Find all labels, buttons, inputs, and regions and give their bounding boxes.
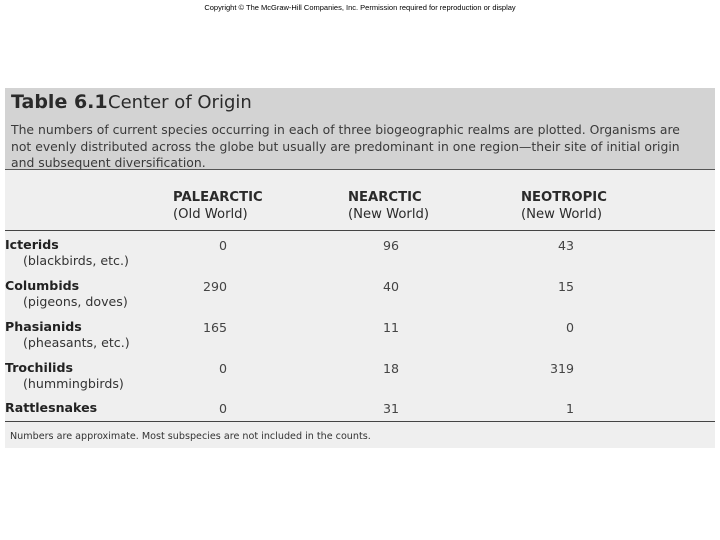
row-name: Phasianids xyxy=(5,319,82,334)
cell-neotropic: 15 xyxy=(557,279,574,294)
cell-nearctic: 40 xyxy=(382,279,399,294)
column-title: PALEARCTIC xyxy=(173,190,263,205)
row-subtitle: (pheasants, etc.) xyxy=(23,335,130,350)
row-subtitle: (blackbirds, etc.) xyxy=(23,253,129,268)
table-number: Table 6.1 xyxy=(11,91,108,113)
cell-palearctic: 0 xyxy=(218,401,227,416)
cell-nearctic: 18 xyxy=(382,361,399,376)
table-footnote: Numbers are approximate. Most subspecies are not included in the counts. xyxy=(10,431,371,442)
table-header xyxy=(5,88,715,170)
cell-neotropic: 319 xyxy=(549,361,574,376)
row-subtitle: (pigeons, doves) xyxy=(23,294,128,309)
cell-nearctic: 96 xyxy=(382,238,399,253)
column-title: NEOTROPIC xyxy=(521,190,607,205)
row-name: Columbids xyxy=(5,278,80,293)
column-header-palearctic xyxy=(173,189,263,223)
table-title: Center of Origin xyxy=(108,92,252,113)
row-subtitle: (hummingbirds) xyxy=(23,376,124,391)
column-title: NEARCTIC xyxy=(348,190,422,205)
column-header-neotropic xyxy=(521,189,607,223)
cell-neotropic: 43 xyxy=(557,238,574,253)
row-name: Icterids xyxy=(5,237,59,252)
table-row xyxy=(5,319,715,359)
cell-neotropic: 0 xyxy=(565,320,574,335)
cell-palearctic: 290 xyxy=(202,279,227,294)
table-row xyxy=(5,278,715,318)
copyright-notice: Copyright © The McGraw-Hill Companies, Inc. Permission required for reproduction or display xyxy=(204,3,516,12)
cell-palearctic: 0 xyxy=(218,238,227,253)
cell-palearctic: 0 xyxy=(218,361,227,376)
table-row xyxy=(5,237,715,277)
table-panel xyxy=(5,88,715,448)
column-subtitle: (Old World) xyxy=(173,207,248,222)
table-caption: The numbers of current species occurring in each of three biogeographic realms are plotted. Organisms are not evenly distributed across the globe but usually are predominant in one region—their site of initial origin and subsequent diversification. xyxy=(11,122,680,170)
header-divider xyxy=(5,230,715,231)
cell-neotropic: 1 xyxy=(565,401,574,416)
column-subtitle: (New World) xyxy=(348,207,430,222)
cell-nearctic: 31 xyxy=(382,401,399,416)
column-subtitle: (New World) xyxy=(521,207,603,222)
footer-divider xyxy=(5,421,715,422)
column-header-nearctic xyxy=(348,189,429,223)
cell-nearctic: 11 xyxy=(382,320,399,335)
row-name: Trochilids xyxy=(5,360,73,375)
cell-palearctic: 165 xyxy=(202,320,227,335)
row-name: Rattlesnakes xyxy=(5,400,98,415)
table-row xyxy=(5,360,715,400)
